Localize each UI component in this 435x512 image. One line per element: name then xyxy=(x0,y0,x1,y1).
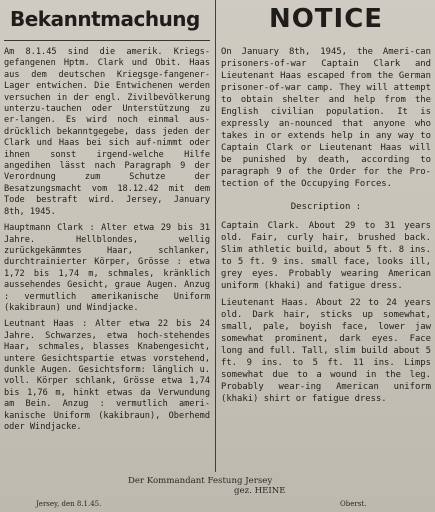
column-divider xyxy=(215,0,216,472)
german-clark-description: Hauptmann Clark : Alter etwa 29 bis 31 Jahre. Hellblondes, wellig zurückgekämmtes Haar, schlanker, durchtrainierter Körper, Grösse : etwa 1,72 bis 1,74 m, schmales, kränklich aussehendes Gesicht, graue Augen. Anzug : vermutlich amerikanische Uniform (kakibraun) und Windjacke. xyxy=(4,223,210,313)
english-title: NOTICE xyxy=(268,4,384,34)
german-announcement: Am 8.1.45 sind die amerik. Kriegs-gefangenen Hptm. Clark und Obit. Haas aus dem deutschen Kriegsge-fangener-Lager entwichen. Die Entwichenen werden versuchen in der engl. Zivilbevölkerung unterzu-tauchen oder Unterstützung zu er-langen. Es wird noch einmal aus-drücklich bekanntgegebe, dass jeden der Clark und Haas bei sich auf-nimmt oder ihnen sonst irgend-welche Hilfe angedihen lässt nach Paragraph 9 der Verordnung zum Schutze der Besatzungsmacht vom 18.12.42 mit dem Tode bestraft wird. Jersey, January 8th, 1945. xyxy=(4,47,210,217)
german-haas-description: Leutnant Haas : Alter etwa 22 bis 24 Jahre. Schwarzes, etwa hoch-stehendes Haar, schmales, blasses Knabengesicht, untere Gesichtspartie etwas vorstehend, dunkle Augen. Gesichtsform: länglich u. voll. Körper schlank, Grösse etwa 1,74 bis 1,76 m, hinkt etwas da Verwundung am Bein. Anzug : vermutlich ameri-kanische Uniform (kakibraun), Oberhemd oder Windjacke. xyxy=(4,319,210,432)
english-announcement: On January 8th, 1945, the Ameri-can prisoners-of-war Captain Clark and Lieutenant Haas escaped from the German prisoner-of-war camp. They will attempt to obtain shelter and help from the English civilian population. It is expressly an-nounced that anyone who takes in or extends help in any way to Captain Clark or Lieutenant Haas will be punished by death, according to paragraph 9 of the Order for the Pro-tection of the Occupying Forces. xyxy=(221,47,431,189)
place-date: Jersey, den 8.1.45. xyxy=(36,500,102,508)
german-column xyxy=(4,0,214,474)
signed-name: gez. HEINE xyxy=(234,486,286,496)
english-clark-description: Captain Clark. About 29 to 31 years old. Fair, curly hair, brushed back. Slim athletic build, about 5 ft. 8 ins. to 5 ft. 9 ins. small face, looks ill, grey eyes. Probably wearing American uniform (khaki) and fatigue dress. xyxy=(221,221,431,291)
english-haas-description: Lieutenant Haas. About 22 to 24 years old. Dark hair, sticks up somewhat, small, pale, boyish face, lower jaw somewhat prominent, dark eyes. Face long and full. Tall, slim build about 5 ft. 9 ins. to 5 ft. 11 ins. Limps somewhat due to a wound in the leg. Probably wear-ing American uniform (khaki) shirt or fatigue dress. xyxy=(221,298,431,404)
signer-rank: Oberst. xyxy=(340,500,367,508)
german-title-rule xyxy=(4,40,210,41)
german-title: Bekanntmachung xyxy=(10,7,200,31)
commandant-line: Der Kommandant Festung Jersey xyxy=(128,476,273,486)
signature-block xyxy=(0,474,435,512)
description-heading: Description : xyxy=(290,202,362,212)
english-column xyxy=(221,0,431,474)
